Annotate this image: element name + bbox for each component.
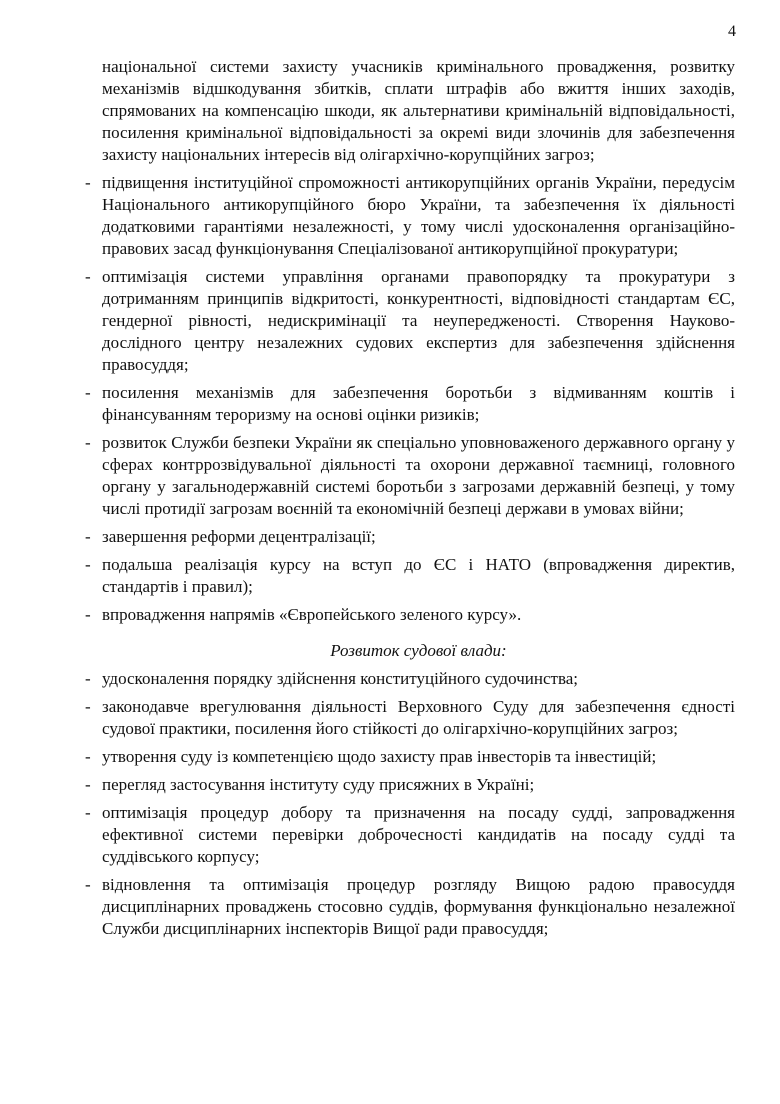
document-body bbox=[85, 56, 735, 940]
list-item bbox=[85, 554, 735, 598]
list-item-text: оптимізація процедур добору та призначення на посаду судді, запровадження ефективної системи перевірки доброчесності кандидатів на посаду судді та суддівського корпусу; bbox=[102, 803, 735, 866]
intro-paragraph: національної системи захисту учасників кримінального провадження, розвитку механізмів відшкодування збитків, сплати штрафів або вжиття інших заходів, спрямованих на компенсацію шкоди, як альтернативи кримінальній відповідальності, посилення кримінальної відповідальності за окремі види злочинів для забезпечення захисту національних інтересів від олігархічно-корупційних загроз; bbox=[102, 57, 735, 164]
list-item bbox=[85, 526, 735, 548]
bullet-dash: - bbox=[85, 267, 91, 286]
list-item-text: оптимізація системи управління органами правопорядку та прокуратури з дотриманням принципів відкритості, конкурентності, відповідності стандартам ЄС, гендерної рівності, недискримінації та неупередженості. Створення Науково-дослідного центру незалежних судових експертиз для забезпечення здійснення правосуддя; bbox=[102, 267, 735, 374]
list-item-text: подальша реалізація курсу на вступ до ЄС і НАТО (впровадження директив, стандартів і правил); bbox=[102, 555, 735, 596]
list-item bbox=[85, 668, 735, 690]
bullet-dash: - bbox=[85, 697, 91, 716]
bullet-dash: - bbox=[85, 173, 91, 192]
list-item bbox=[85, 774, 735, 796]
bullet-list-main bbox=[85, 172, 735, 626]
list-item bbox=[85, 696, 735, 740]
bullet-dash: - bbox=[85, 669, 91, 688]
list-item bbox=[85, 604, 735, 626]
bullet-dash: - bbox=[85, 383, 91, 402]
bullet-dash: - bbox=[85, 605, 91, 624]
list-item-text: перегляд застосування інституту суду присяжних в Україні; bbox=[102, 775, 535, 794]
list-item-text: удосконалення порядку здійснення конституційного судочинства; bbox=[102, 669, 579, 688]
page-number: 4 bbox=[728, 23, 736, 40]
list-item bbox=[85, 172, 735, 260]
list-item bbox=[85, 382, 735, 426]
bullet-dash: - bbox=[85, 875, 91, 894]
list-item-text: розвиток Служби безпеки України як спеціально уповноваженого державного органу у сферах контррозвідувальної діяльності та охорони державної таємниці, головного органу у загальнодержавній системі боротьби з загрозами державній безпеці, у тому числі протидії загрозам воєнній та економічній безпеці держави в умовах війни; bbox=[102, 433, 735, 518]
list-item bbox=[85, 874, 735, 940]
list-item bbox=[85, 746, 735, 768]
list-item bbox=[85, 432, 735, 520]
list-item-text: підвищення інституційної спроможності антикорупційних органів України, передусім Національного антикорупційного бюро України, та забезпечення їх діяльності додатковими гарантіями незалежності, у тому числі удосконалення організаційно-правових засад функціонування Спеціалізованої антикорупційної прокуратури; bbox=[102, 173, 735, 258]
bullet-dash: - bbox=[85, 433, 91, 452]
bullet-dash: - bbox=[85, 555, 91, 574]
bullet-dash: - bbox=[85, 747, 91, 766]
list-item-text: впровадження напрямів «Європейського зеленого курсу». bbox=[102, 605, 522, 624]
list-item bbox=[85, 266, 735, 376]
list-item bbox=[85, 802, 735, 868]
bullet-list-judicial bbox=[85, 668, 735, 940]
list-item-text: законодавче врегулювання діяльності Верховного Суду для забезпечення єдності судової практики, посилення його стійкості до олігархічно-корупційних загроз; bbox=[102, 697, 735, 738]
list-item-text: відновлення та оптимізація процедур розгляду Вищою радою правосуддя дисциплінарних проваджень стосовно суддів, формування функціонально незалежної Служби дисциплінарних інспекторів Вищої ради правосуддя; bbox=[102, 875, 735, 938]
list-item-text: посилення механізмів для забезпечення боротьби з відмиванням коштів і фінансуванням тероризму на основі оцінки ризиків; bbox=[102, 383, 735, 424]
bullet-dash: - bbox=[85, 803, 91, 822]
bullet-dash: - bbox=[85, 775, 91, 794]
list-item-text: утворення суду із компетенцією щодо захисту прав інвесторів та інвестицій; bbox=[102, 747, 657, 766]
list-item-text: завершення реформи децентралізації; bbox=[102, 527, 376, 546]
bullet-dash: - bbox=[85, 527, 91, 546]
section-heading: Розвиток судової влади: bbox=[330, 641, 507, 660]
